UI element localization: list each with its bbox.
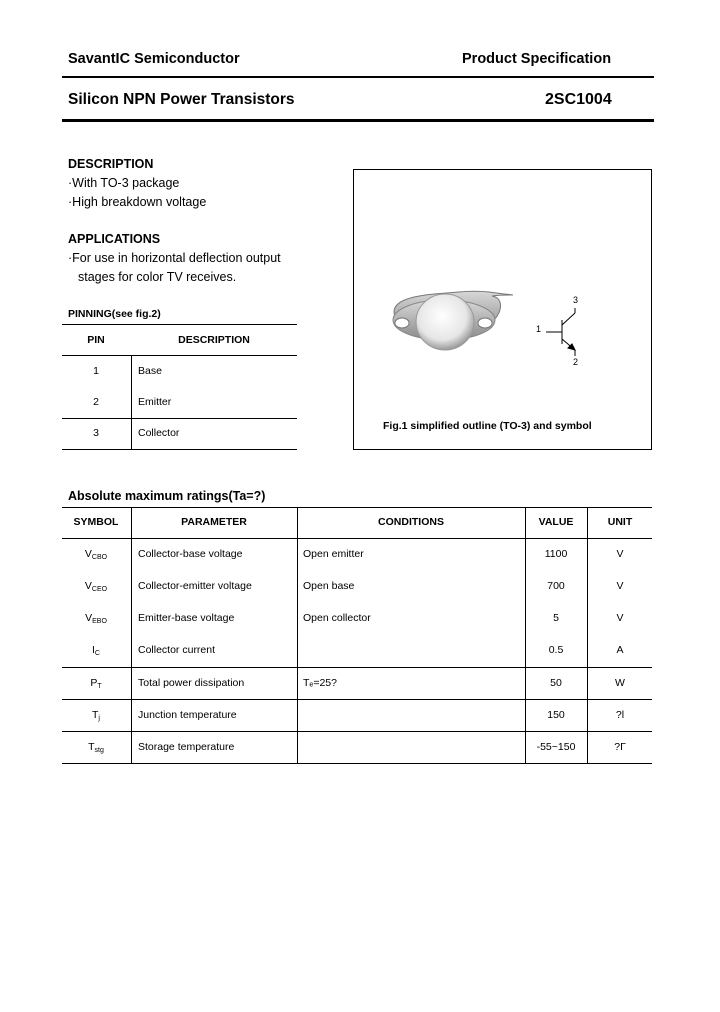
symbol-pin-2-label: 2 — [573, 357, 579, 367]
description-title: DESCRIPTION — [68, 157, 154, 171]
ratings-row-rule — [62, 699, 652, 700]
ratings-header-parameter: PARAMETER — [181, 516, 247, 528]
product-line: Silicon NPN Power Transistors — [68, 91, 295, 108]
rating-unit: V — [616, 548, 624, 560]
rating-parameter: Emitter-base voltage — [138, 612, 235, 624]
rating-unit: V — [616, 612, 624, 624]
rating-symbol: $T_j$ — [92, 709, 100, 722]
rating-symbol: $V_{CEO}$ — [84, 580, 108, 593]
rating-value: 150 — [547, 709, 565, 721]
pin-description: Collector — [138, 427, 180, 439]
ratings-header-conditions: CONDITIONS — [378, 516, 444, 528]
ratings-row-rule — [62, 731, 652, 732]
pinning-row-rule — [62, 418, 297, 419]
pinning-header-description: DESCRIPTION — [178, 334, 250, 346]
pin-description: Emitter — [138, 396, 172, 408]
figure-box — [353, 169, 652, 450]
ratings-rule-header — [62, 538, 652, 539]
rating-condition: Open base — [303, 580, 355, 592]
rating-unit: W — [615, 677, 625, 689]
rating-unit: V — [616, 580, 624, 592]
ratings-rule-top — [62, 507, 652, 508]
symbol-pin-3-label: 3 — [573, 295, 579, 305]
pinning-col-divider — [131, 355, 132, 449]
pinning-title: PINNING(see fig.2) — [68, 308, 161, 320]
figure-caption: Fig.1 simplified outline (TO-3) and symbol — [383, 420, 592, 432]
rating-unit: A — [616, 644, 624, 656]
description-line-2: ·High breakdown voltage — [68, 195, 207, 209]
header-rule-bottom — [62, 119, 654, 122]
applications-title: APPLICATIONS — [68, 232, 161, 246]
symbol-pin-1-label: 1 — [536, 324, 542, 334]
ratings-col-divider — [131, 507, 132, 764]
ratings-col-divider — [525, 507, 526, 764]
doc-type: Product Specification — [462, 51, 612, 67]
ratings-header-value: VALUE — [538, 516, 574, 528]
rating-symbol: $T_{stg}$ — [88, 741, 104, 754]
applications-line-2: stages for color TV receives. — [78, 270, 237, 284]
rating-condition: Tₑ=25? — [303, 677, 343, 689]
rating-parameter: Collector-base voltage — [138, 548, 243, 560]
rating-parameter: Collector-emitter voltage — [138, 580, 252, 592]
pin-description: Base — [138, 365, 162, 377]
ratings-col-divider — [297, 507, 298, 764]
rating-symbol: $P_T$ — [90, 677, 102, 690]
pinning-rule-top — [62, 324, 297, 325]
pin-number: 3 — [93, 427, 99, 439]
pin-number: 2 — [93, 396, 99, 408]
ratings-header-unit: UNIT — [607, 516, 633, 528]
rating-value: 1100 — [544, 548, 568, 560]
rating-unit: ?l — [615, 709, 625, 721]
rating-value: -55~150 — [536, 741, 576, 753]
rating-parameter: Junction temperature — [138, 709, 237, 721]
to3-package-illustration — [354, 170, 651, 449]
rating-unit: ?Г — [614, 741, 626, 753]
rating-symbol: $V_{CBO}$ — [84, 548, 108, 561]
rating-condition: Open collector — [303, 612, 371, 624]
rating-value: 50 — [550, 677, 562, 689]
pin-number: 1 — [93, 365, 99, 377]
rating-symbol: $I_C$ — [92, 644, 100, 657]
pinning-header-pin: PIN — [87, 334, 105, 346]
rating-value: 700 — [547, 580, 565, 592]
description-line-1: ·With TO-3 package — [68, 176, 180, 190]
ratings-header-symbol: SYMBOL — [73, 516, 119, 528]
applications-line-1: ·For use in horizontal deflection output — [68, 251, 281, 265]
rating-value: 0.5 — [548, 644, 564, 656]
npn-symbol — [546, 308, 575, 356]
pinning-rule-bottom — [62, 449, 297, 450]
part-number: 2SC1004 — [545, 91, 612, 108]
rating-value: 5 — [553, 612, 559, 624]
pinning-rule-header — [62, 355, 297, 356]
rating-parameter: Collector current — [138, 644, 216, 656]
company-name: SavantIC Semiconductor — [68, 51, 240, 67]
rating-parameter: Total power dissipation — [138, 677, 245, 689]
ratings-title: Absolute maximum ratings(Ta=?) — [68, 489, 266, 503]
ratings-col-divider — [587, 507, 588, 764]
rating-condition: Open emitter — [303, 548, 364, 560]
rating-symbol: $V_{EBO}$ — [85, 612, 107, 625]
header-rule-top — [62, 76, 654, 78]
ratings-rule-bottom — [62, 763, 652, 764]
ratings-row-rule — [62, 667, 652, 668]
rating-parameter: Storage temperature — [138, 741, 235, 753]
